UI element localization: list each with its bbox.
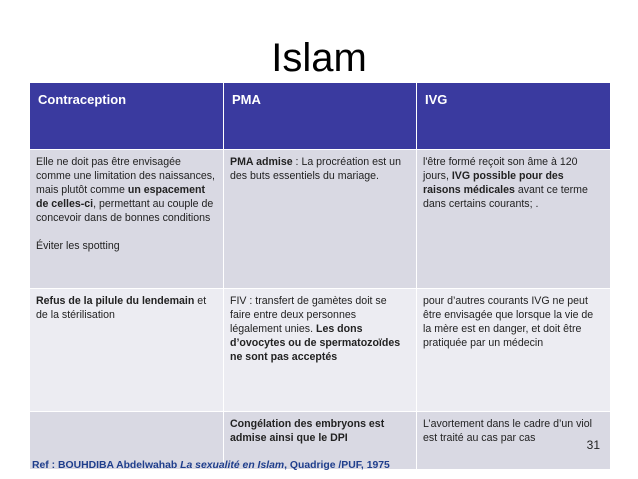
- reference-line: [32, 460, 390, 471]
- cell-ivg: [417, 412, 611, 470]
- slide-title: Islam: [271, 36, 367, 80]
- header-contraception: Contraception: [30, 83, 224, 150]
- cell-contraception: [30, 150, 224, 289]
- cell-text: l'être formé reçoit son âme à 120 jours,: [423, 156, 578, 182]
- cell-contraception: [30, 289, 224, 412]
- cell-bold-text: Refus de la pilule du lendemain: [36, 295, 195, 307]
- table-row: [30, 150, 611, 289]
- reference-title: La sexualité en Islam: [180, 460, 285, 471]
- cell-text: Elle ne doit pas être envisagée comme une limitation des naissances, mais plutôt comme: [36, 156, 216, 196]
- cell-text: , permettant au couple de concevoir dans de bonnes conditions: [36, 198, 214, 224]
- table-header-row: [30, 83, 611, 150]
- cell-text: et de la stérilisation: [36, 295, 207, 321]
- cell-ivg: [417, 289, 611, 412]
- comparison-table: [29, 82, 611, 470]
- table-row: [30, 289, 611, 412]
- reference-prefix: Ref : BOUHDIBA Abdelwahab: [32, 460, 181, 471]
- cell-text: avant ce terme dans certains courants; .: [423, 184, 588, 210]
- cell-pma: [224, 150, 417, 289]
- cell-bold-text: IVG possible pour des raisons médicales: [423, 170, 564, 196]
- reference-suffix: , Quadrige /PUF, 1975: [284, 460, 390, 471]
- header-ivg: IVG: [417, 83, 611, 150]
- cell-text: FIV : transfert de gamètes doit se faire entre deux personnes légalement unies.: [230, 295, 387, 335]
- cell-text: pour d’autres courants IVG ne peut être envisagée que lorsque la vie de la mère est en danger, et doit être pratiquée par un médecin: [423, 295, 594, 349]
- cell-text: Éviter les spotting: [36, 240, 120, 252]
- cell-bold-text: Congélation des embryons est admise ainsi que le DPI: [230, 418, 385, 444]
- cell-bold-text: Les dons d’ovocytes ou de spermatozoïdes ne sont pas acceptés: [230, 323, 401, 363]
- cell-pma: [224, 289, 417, 412]
- header-pma: PMA: [224, 83, 417, 150]
- cell-text: L’avortement dans le cadre d’un viol est traité au cas par cas: [423, 418, 593, 444]
- cell-ivg: [417, 150, 611, 289]
- cell-bold-text: un espacement de celles-ci: [36, 184, 205, 210]
- cell-text: : La procréation est un des buts essentiels du mariage.: [230, 156, 401, 182]
- page-number: 31: [586, 438, 600, 452]
- cell-bold-text: PMA admise: [230, 156, 293, 168]
